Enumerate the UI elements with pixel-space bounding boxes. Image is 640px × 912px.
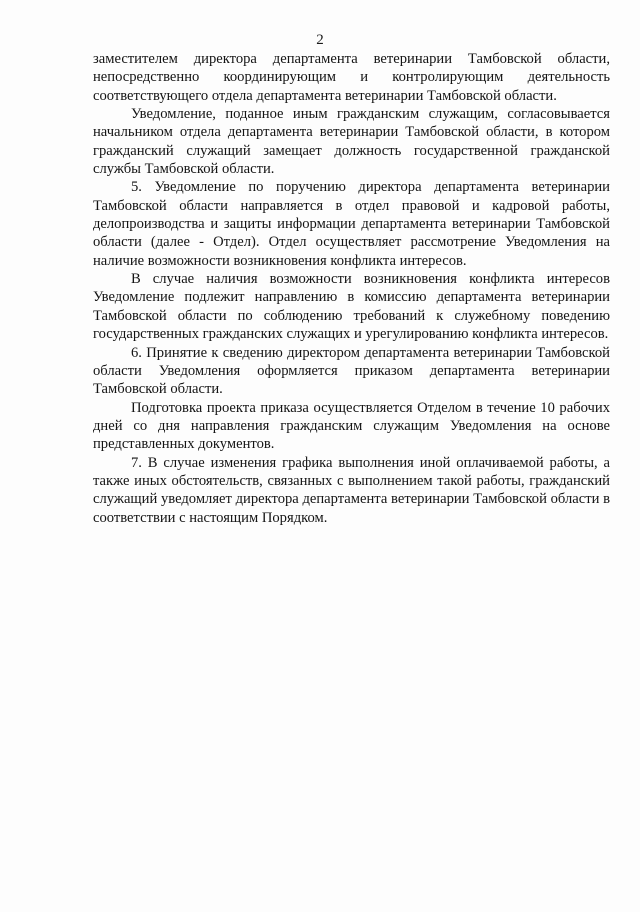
paragraph-order-preparation: Подготовка проекта приказа осуществляется Отделом в течение 10 рабочих дней со дня направления гражданским служащим Уведомления на основе представленных документов. [93,399,610,453]
paragraph-continuation: заместителем директора департамента ветеринарии Тамбовской области, непосредственно координирующим и контролирующим деятельность соответствующего отдела департамента ветеринарии Тамбовской области. [93,51,610,104]
paragraph-item-6: 6. Принятие к сведению директором департамента ветеринарии Тамбовской области Уведомления оформляется приказом департамента ветеринарии Тамбовской области. [93,344,610,398]
paragraph-item-7: 7. В случае изменения графика выполнения иной оплачиваемой работы, а также иных обстоятельств, связанных с выполнением такой работы, гражданский служащий уведомляет директора департамента ветеринарии Тамбовской области в соответствии с настоящим Порядком. [93,454,610,526]
document-body [93,50,610,527]
paragraph-conflict-of-interest: В случае наличия возможности возникновения конфликта интересов Уведомление подлежит направлению в комиссию департамента ветеринарии Тамбовской области по соблюдению требований к служебному поведению государственных гражданских служащих и урегулированию конфликта интересов. [93,271,610,343]
paragraph-notification-approval: Уведомление, поданное иным гражданским служащим, согласовывается начальником отдела департамента ветеринарии Тамбовской области, в котором гражданский служащий замещает должность государственной гражданской службы Тамбовской области. [93,106,610,178]
paragraph-item-5: 5. Уведомление по поручению директора департамента ветеринарии Тамбовской области направляется в отдел правовой и кадровой работы, делопроизводства и защиты информации департамента ветеринарии Тамбовской области (далее - Отдел). Отдел осуществляет рассмотрение Уведомления на наличие возможности возникновения конфликта интересов. [93,179,610,269]
page-number: 2 [316,32,324,48]
